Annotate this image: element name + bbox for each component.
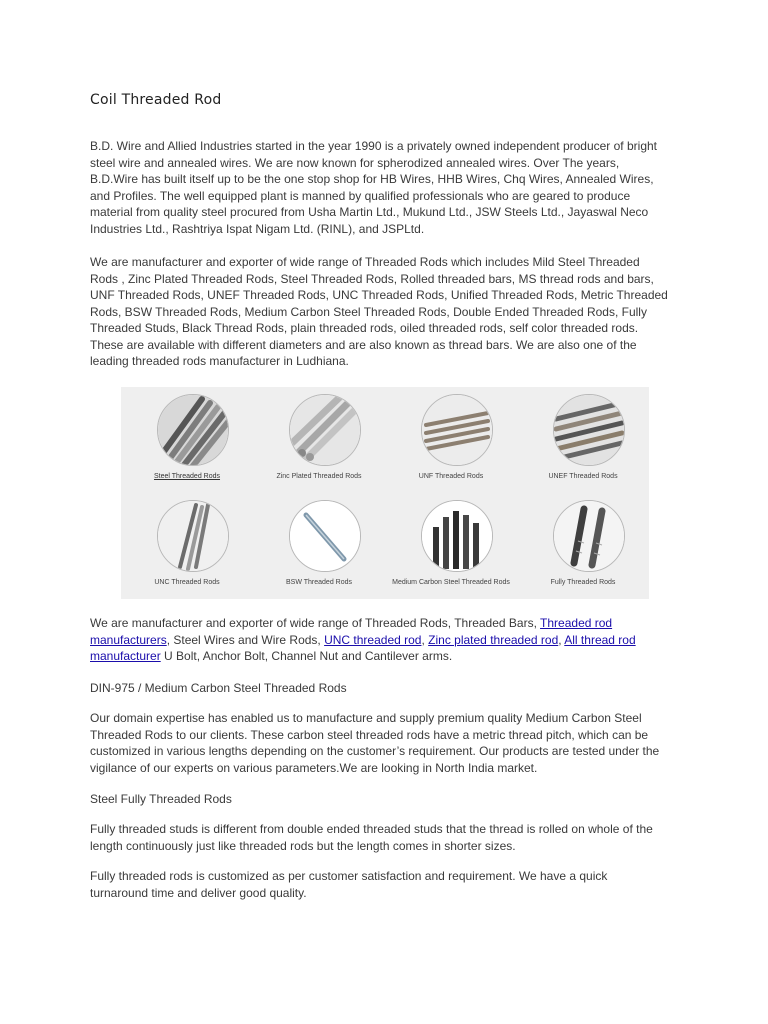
din-paragraph: Our domain expertise has enabled us to manufacture and supply premium quality Medium Carbon Steel Threaded Rods to our clients. These carbon steel threaded rods have a metric thread pitch, which can be customized in various lengths depending on the customer’s requirement. Our products are tested under the vigilance of our experts on various parameters.We are looking in North India market. — [90, 711, 660, 775]
fully-threaded-rods-photo — [553, 500, 625, 572]
links-text: , Steel Wires and Wire Rods, — [166, 632, 325, 647]
links-paragraph — [90, 615, 668, 665]
links-separator: , — [558, 632, 565, 647]
range-paragraph: We are manufacturer and exporter of wide range of Threaded Rods which includes Mild Steel Threaded Rods , Zinc Plated Threaded Rods, Steel Threaded Rods, Rolled threaded bars, MS thread rods and bars, UNF Threaded Rods, UNEF Threaded Rods, UNC Threaded Rods, Unified Threaded Rods, Metric Threaded Rods, BSW Threaded Rods, Medium Carbon Steel Threaded Rods, Double Ended Threaded Rods, Fully Threaded Studs, Black Thread Rods, plain threaded rods, oiled threaded rods, self color threaded rods. These are available with different diameters and are also known as thread bars. We are also one of the leading threaded rods manufacturer in Ludhiana. — [90, 255, 668, 368]
fully-heading: Steel Fully Threaded Rods — [90, 792, 232, 806]
gallery-item-fully[interactable] — [517, 493, 649, 599]
gallery-item-unf[interactable] — [385, 387, 517, 493]
unf-threaded-rods-photo — [421, 394, 493, 466]
zinc-plated-threaded-rods-photo — [289, 394, 361, 466]
product-gallery — [121, 387, 649, 599]
link-zinc-plated-threaded-rod[interactable]: Zinc plated threaded rod — [428, 632, 559, 647]
gallery-item-steel[interactable] — [121, 387, 253, 493]
gallery-caption: UNC Threaded Rods — [154, 579, 220, 586]
gallery-caption: Steel Threaded Rods — [153, 473, 221, 480]
gallery-caption: Fully Threaded Rods — [550, 579, 616, 586]
din-heading: DIN-975 / Medium Carbon Steel Threaded Rods — [90, 681, 347, 695]
bsw-threaded-rods-photo — [289, 500, 361, 572]
gallery-item-medium-carbon[interactable] — [385, 493, 517, 599]
link-unc-threaded-rod[interactable]: UNC threaded rod — [324, 632, 422, 647]
gallery-caption: Medium Carbon Steel Threaded Rods — [392, 579, 510, 586]
link-all-thread-rod-manufacturer[interactable]: All thread rod manufacturer — [90, 632, 636, 663]
gallery-item-unef[interactable] — [517, 387, 649, 493]
gallery-item-unc[interactable] — [121, 493, 253, 599]
gallery-caption: UNF Threaded Rods — [418, 473, 484, 480]
gallery-caption: Zinc Plated Threaded Rods — [276, 473, 362, 480]
links-separator: , — [421, 632, 429, 647]
gallery-caption: BSW Threaded Rods — [285, 579, 352, 586]
unef-threaded-rods-photo — [553, 394, 625, 466]
fully-paragraph-1: Fully threaded studs is different from double ended threaded studs that the thread is rolled on whole of the length continuously just like threaded rods but the length comes in shorter sizes. — [90, 822, 653, 853]
links-tail-text: U Bolt, Anchor Bolt, Channel Nut and Cantilever arms. — [160, 649, 453, 663]
fully-paragraph-2: Fully threaded rods is customized as per customer satisfaction and requirement. We have a quick turnaround time and deliver good quality. — [90, 869, 608, 900]
medium-carbon-threaded-rods-photo — [421, 500, 493, 572]
gallery-item-bsw[interactable] — [253, 493, 385, 599]
gallery-caption: UNEF Threaded Rods — [548, 473, 618, 480]
gallery-item-zinc[interactable] — [253, 387, 385, 493]
unc-threaded-rods-photo — [157, 500, 229, 572]
page-title: Coil Threaded Rod — [90, 92, 222, 108]
link-threaded-rod-manufacturers[interactable]: Threaded rod manufacturers — [90, 616, 613, 647]
links-lead-text: We are manufacturer and exporter of wide range of Threaded Rods, Threaded Bars, — [90, 616, 541, 630]
intro-paragraph: B.D. Wire and Allied Industries started in the year 1990 is a privately owned independent producer of bright steel wire and annealed wires. We are now known for spherodized annealed wires. Over The years, B.D.Wire has built itself up to be the one stop shop for HB Wires, HHB Wires, Chq Wires, Annealed Wires, and Profiles. The well equipped plant is manned by qualified professionals who are geared to produce material from quality steel procured from Usha Martin Ltd., Mukund Ltd., JSW Steels Ltd., Jayaswal Neco Industries Ltd., Rashtriya Ispat Nigam Ltd. (RINL), and JSPLtd. — [90, 139, 657, 236]
steel-threaded-rods-photo — [157, 394, 229, 466]
